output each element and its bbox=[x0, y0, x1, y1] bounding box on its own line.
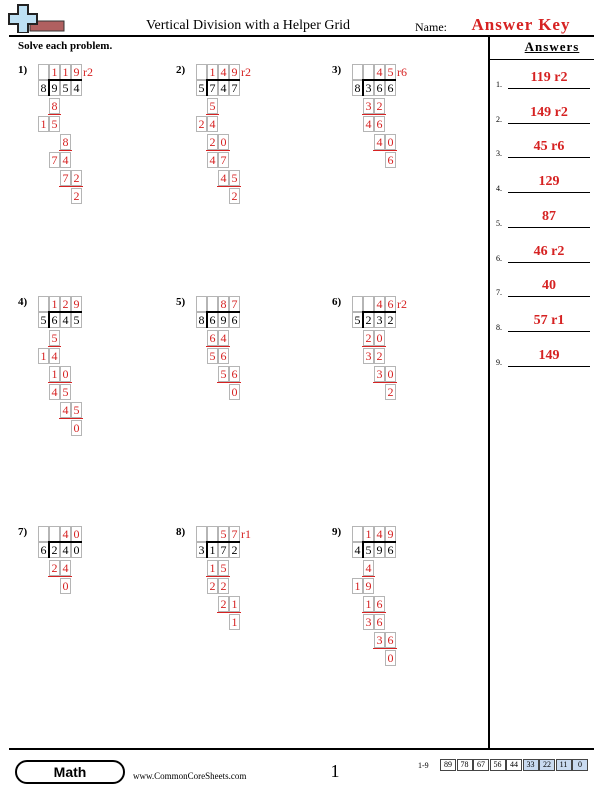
dividend-digit: 3 bbox=[363, 80, 374, 96]
work-digit: 3 bbox=[363, 98, 374, 114]
dividend-digit: 0 bbox=[71, 542, 82, 558]
score-cell: 33 bbox=[523, 759, 539, 771]
work-digit: 5 bbox=[218, 366, 229, 382]
answer-number: 1. bbox=[496, 80, 502, 89]
work-digit: 2 bbox=[229, 188, 240, 204]
dividend-digit: 6 bbox=[207, 312, 218, 328]
subtraction-line bbox=[217, 382, 241, 383]
work-digit: 6 bbox=[218, 348, 229, 364]
subtraction-line bbox=[59, 186, 83, 187]
subtraction-line bbox=[59, 418, 83, 419]
divisor-digit: 3 bbox=[196, 542, 207, 558]
work-digit: 1 bbox=[38, 116, 49, 132]
work-digit: 4 bbox=[363, 560, 374, 576]
work-digit: 2 bbox=[218, 596, 229, 612]
division-bar bbox=[207, 541, 240, 543]
answer-line bbox=[508, 296, 590, 297]
answer-line bbox=[508, 331, 590, 332]
work-digit: 5 bbox=[49, 116, 60, 132]
work-digit: 6 bbox=[385, 632, 396, 648]
quotient-digit: 1 bbox=[49, 64, 60, 80]
work-digit: 9 bbox=[363, 578, 374, 594]
answer-value: 149 r2 bbox=[530, 104, 568, 120]
work-digit: 2 bbox=[374, 98, 385, 114]
work-digit: 2 bbox=[207, 134, 218, 150]
division-bar bbox=[49, 541, 82, 543]
work-digit: 2 bbox=[71, 188, 82, 204]
divisor-digit: 8 bbox=[38, 80, 49, 96]
score-range-label: 1-9 bbox=[418, 761, 429, 770]
quotient-digit bbox=[352, 526, 363, 542]
score-cell: 0 bbox=[572, 759, 588, 771]
work-digit: 1 bbox=[38, 348, 49, 364]
dividend-digit: 7 bbox=[229, 80, 240, 96]
quotient-digit: 4 bbox=[218, 64, 229, 80]
score-cell: 44 bbox=[506, 759, 522, 771]
answer-line bbox=[508, 123, 590, 124]
dividend-digit: 6 bbox=[385, 80, 396, 96]
answer-number: 6. bbox=[496, 253, 502, 263]
remainder: r2 bbox=[397, 297, 407, 311]
score-cell: 11 bbox=[556, 759, 572, 771]
work-digit: 0 bbox=[385, 650, 396, 666]
division-bracket bbox=[206, 79, 208, 96]
worksheet-title: Vertical Division with a Helper Grid bbox=[145, 18, 351, 33]
name-label: Name: bbox=[415, 20, 447, 34]
work-digit: 5 bbox=[60, 384, 71, 400]
work-digit: 5 bbox=[229, 170, 240, 186]
subtraction-line bbox=[362, 114, 386, 115]
division-bar bbox=[49, 311, 82, 313]
quotient-digit: 5 bbox=[385, 64, 396, 80]
subtraction-line bbox=[373, 382, 397, 383]
subtraction-line bbox=[362, 612, 386, 613]
answer-number: 3. bbox=[496, 149, 502, 159]
answer-line bbox=[508, 227, 590, 228]
quotient-digit: 7 bbox=[229, 296, 240, 312]
quotient-digit bbox=[363, 64, 374, 80]
work-digit: 5 bbox=[218, 560, 229, 576]
answers-heading: Answers bbox=[524, 39, 580, 54]
quotient-digit bbox=[363, 296, 374, 312]
dividend-digit: 4 bbox=[71, 80, 82, 96]
answer-line bbox=[508, 262, 590, 263]
quotient-digit: 7 bbox=[229, 526, 240, 542]
remainder: r2 bbox=[241, 65, 251, 79]
work-digit: 1 bbox=[229, 614, 240, 630]
division-bracket bbox=[48, 541, 50, 558]
answer-line bbox=[508, 157, 590, 158]
dividend-digit: 5 bbox=[363, 542, 374, 558]
answer-number: 4. bbox=[496, 184, 502, 194]
problem-number: 5) bbox=[176, 296, 186, 308]
answer-key-label: Answer Key bbox=[471, 15, 571, 34]
answer-value: 149 bbox=[538, 347, 560, 363]
work-digit: 4 bbox=[49, 348, 60, 364]
quotient-digit: 9 bbox=[229, 64, 240, 80]
work-digit: 0 bbox=[385, 366, 396, 382]
instructions: Solve each problem. bbox=[18, 40, 113, 52]
answer-value: 129 bbox=[538, 174, 560, 190]
dividend-digit: 9 bbox=[218, 312, 229, 328]
answer-value: 119 r2 bbox=[530, 70, 568, 85]
dividend-digit: 2 bbox=[229, 542, 240, 558]
divisor-digit: 8 bbox=[352, 80, 363, 96]
dividend-digit: 4 bbox=[218, 80, 229, 96]
dividend-digit: 9 bbox=[374, 542, 385, 558]
quotient-digit bbox=[196, 296, 207, 312]
quotient-digit: 2 bbox=[60, 296, 71, 312]
subtraction-line bbox=[206, 114, 219, 115]
subtraction-line bbox=[373, 150, 397, 151]
work-digit: 4 bbox=[363, 116, 374, 132]
work-digit: 4 bbox=[60, 402, 71, 418]
remainder: r1 bbox=[241, 527, 251, 541]
quotient-digit bbox=[196, 526, 207, 542]
work-digit: 4 bbox=[218, 170, 229, 186]
divisor-digit: 5 bbox=[38, 312, 49, 328]
answer-value: 87 bbox=[542, 208, 556, 224]
subtraction-line bbox=[48, 114, 61, 115]
subtraction-line bbox=[373, 648, 397, 649]
dividend-digit: 6 bbox=[374, 80, 385, 96]
division-bracket bbox=[362, 79, 364, 96]
subtraction-line bbox=[59, 150, 72, 151]
dividend-digit: 6 bbox=[229, 312, 240, 328]
quotient-digit: 4 bbox=[374, 526, 385, 542]
dividend-digit: 4 bbox=[60, 542, 71, 558]
dividend-digit: 2 bbox=[49, 542, 60, 558]
work-digit: 8 bbox=[60, 134, 71, 150]
footer-divider bbox=[9, 748, 594, 750]
answers-column-divider bbox=[488, 35, 490, 748]
quotient-digit: 1 bbox=[207, 64, 218, 80]
work-digit: 4 bbox=[207, 152, 218, 168]
division-bar bbox=[207, 311, 240, 313]
work-digit: 0 bbox=[60, 366, 71, 382]
work-digit: 3 bbox=[374, 366, 385, 382]
division-bracket bbox=[206, 541, 208, 558]
problem-number: 6) bbox=[332, 296, 342, 308]
divisor-digit: 5 bbox=[196, 80, 207, 96]
quotient-digit: 9 bbox=[385, 526, 396, 542]
quotient-digit bbox=[38, 526, 49, 542]
answer-number: 2. bbox=[496, 114, 502, 124]
work-digit: 0 bbox=[229, 384, 240, 400]
work-digit: 7 bbox=[49, 152, 60, 168]
score-cell: 22 bbox=[539, 759, 555, 771]
work-digit: 4 bbox=[49, 384, 60, 400]
answer-value: 45 r6 bbox=[533, 139, 565, 155]
work-digit: 4 bbox=[374, 134, 385, 150]
divisor-digit: 6 bbox=[38, 542, 49, 558]
problem-number: 1) bbox=[18, 64, 28, 76]
quotient-digit: 0 bbox=[71, 526, 82, 542]
quotient-digit: 8 bbox=[218, 296, 229, 312]
work-digit: 7 bbox=[60, 170, 71, 186]
division-bracket bbox=[48, 311, 50, 328]
answers-heading-rule bbox=[488, 59, 594, 60]
division-bracket bbox=[362, 541, 364, 558]
work-digit: 4 bbox=[60, 152, 71, 168]
subtraction-line bbox=[48, 576, 72, 577]
score-cell: 89 bbox=[440, 759, 456, 771]
score-cell: 56 bbox=[490, 759, 506, 771]
remainder: r2 bbox=[83, 65, 93, 79]
work-digit: 6 bbox=[229, 366, 240, 382]
quotient-digit: 1 bbox=[363, 526, 374, 542]
work-digit: 2 bbox=[49, 560, 60, 576]
subtraction-line bbox=[217, 612, 241, 613]
answer-line bbox=[508, 366, 590, 367]
divisor-digit: 5 bbox=[352, 312, 363, 328]
work-digit: 0 bbox=[385, 134, 396, 150]
answer-number: 7. bbox=[496, 288, 502, 298]
work-digit: 2 bbox=[218, 578, 229, 594]
dividend-digit: 6 bbox=[385, 542, 396, 558]
quotient-digit: 4 bbox=[60, 526, 71, 542]
dividend-digit: 7 bbox=[218, 542, 229, 558]
work-digit: 1 bbox=[363, 596, 374, 612]
answer-line bbox=[508, 192, 590, 193]
problem-number: 4) bbox=[18, 296, 28, 308]
answer-value: 57 r1 bbox=[533, 312, 565, 328]
problem-number: 9) bbox=[332, 526, 342, 538]
dividend-digit: 7 bbox=[207, 80, 218, 96]
problem-number: 7) bbox=[18, 526, 28, 538]
plus-logo-icon bbox=[6, 3, 68, 33]
quotient-digit bbox=[38, 296, 49, 312]
divisor-digit: 4 bbox=[352, 542, 363, 558]
answer-number: 9. bbox=[496, 357, 502, 367]
subtraction-line bbox=[206, 150, 230, 151]
dividend-digit: 2 bbox=[363, 312, 374, 328]
work-digit: 6 bbox=[374, 116, 385, 132]
work-digit: 4 bbox=[60, 560, 71, 576]
work-digit: 4 bbox=[207, 116, 218, 132]
subtraction-line bbox=[206, 576, 230, 577]
score-cell: 78 bbox=[457, 759, 473, 771]
work-digit: 1 bbox=[352, 578, 363, 594]
answer-number: 8. bbox=[496, 322, 502, 332]
subtraction-line bbox=[362, 576, 375, 577]
work-digit: 2 bbox=[363, 330, 374, 346]
dividend-digit: 2 bbox=[385, 312, 396, 328]
work-digit: 6 bbox=[374, 614, 385, 630]
quotient-digit: 5 bbox=[218, 526, 229, 542]
dividend-digit: 5 bbox=[71, 312, 82, 328]
work-digit: 6 bbox=[207, 330, 218, 346]
quotient-digit bbox=[207, 296, 218, 312]
work-digit: 5 bbox=[207, 98, 218, 114]
quotient-digit: 4 bbox=[374, 296, 385, 312]
problem-number: 2) bbox=[176, 64, 186, 76]
work-digit: 2 bbox=[207, 578, 218, 594]
quotient-digit: 6 bbox=[385, 296, 396, 312]
answer-value: 40 bbox=[542, 278, 556, 294]
work-digit: 8 bbox=[49, 98, 60, 114]
quotient-digit bbox=[196, 64, 207, 80]
page-number: 1 bbox=[330, 761, 340, 781]
quotient-digit: 1 bbox=[49, 296, 60, 312]
problem-number: 8) bbox=[176, 526, 186, 538]
subtraction-line bbox=[362, 346, 386, 347]
work-digit: 2 bbox=[71, 170, 82, 186]
work-digit: 5 bbox=[207, 348, 218, 364]
work-digit: 3 bbox=[363, 348, 374, 364]
dividend-digit: 5 bbox=[60, 80, 71, 96]
quotient-digit: 1 bbox=[60, 64, 71, 80]
divisor-digit: 8 bbox=[196, 312, 207, 328]
work-digit: 2 bbox=[196, 116, 207, 132]
dividend-digit: 6 bbox=[49, 312, 60, 328]
work-digit: 6 bbox=[385, 152, 396, 168]
work-digit: 5 bbox=[49, 330, 60, 346]
quotient-digit: 4 bbox=[374, 64, 385, 80]
work-digit: 1 bbox=[229, 596, 240, 612]
subtraction-line bbox=[48, 382, 72, 383]
work-digit: 5 bbox=[71, 402, 82, 418]
quotient-digit bbox=[38, 64, 49, 80]
dividend-digit: 9 bbox=[49, 80, 60, 96]
work-digit: 3 bbox=[374, 632, 385, 648]
answer-line bbox=[508, 88, 590, 89]
dividend-digit: 3 bbox=[374, 312, 385, 328]
work-digit: 1 bbox=[207, 560, 218, 576]
dividend-digit: 1 bbox=[207, 542, 218, 558]
division-bar bbox=[207, 79, 240, 81]
work-digit: 3 bbox=[363, 614, 374, 630]
remainder: r6 bbox=[397, 65, 407, 79]
answer-number: 5. bbox=[496, 218, 502, 228]
quotient-digit: 9 bbox=[71, 296, 82, 312]
work-digit: 4 bbox=[218, 330, 229, 346]
quotient-digit bbox=[49, 526, 60, 542]
quotient-digit bbox=[352, 64, 363, 80]
work-digit: 2 bbox=[374, 348, 385, 364]
header-divider bbox=[9, 35, 594, 37]
work-digit: 0 bbox=[218, 134, 229, 150]
division-bar bbox=[363, 541, 396, 543]
division-bracket bbox=[362, 311, 364, 328]
work-digit: 0 bbox=[374, 330, 385, 346]
problem-number: 3) bbox=[332, 64, 342, 76]
subtraction-line bbox=[206, 346, 230, 347]
work-digit: 0 bbox=[60, 578, 71, 594]
division-bar bbox=[363, 311, 396, 313]
division-bracket bbox=[48, 79, 50, 96]
work-digit: 7 bbox=[218, 152, 229, 168]
quotient-digit bbox=[352, 296, 363, 312]
website-url: www.CommonCoreSheets.com bbox=[133, 771, 247, 781]
division-bar bbox=[49, 79, 82, 81]
quotient-digit: 9 bbox=[71, 64, 82, 80]
subject-badge: Math bbox=[15, 760, 125, 784]
division-bracket bbox=[206, 311, 208, 328]
subtraction-line bbox=[217, 186, 241, 187]
score-cell: 67 bbox=[473, 759, 489, 771]
quotient-digit bbox=[207, 526, 218, 542]
division-bar bbox=[363, 79, 396, 81]
dividend-digit: 4 bbox=[60, 312, 71, 328]
work-digit: 6 bbox=[374, 596, 385, 612]
work-digit: 2 bbox=[385, 384, 396, 400]
answer-value: 46 r2 bbox=[533, 243, 565, 259]
work-digit: 1 bbox=[49, 366, 60, 382]
work-digit: 0 bbox=[71, 420, 82, 436]
subtraction-line bbox=[48, 346, 61, 347]
